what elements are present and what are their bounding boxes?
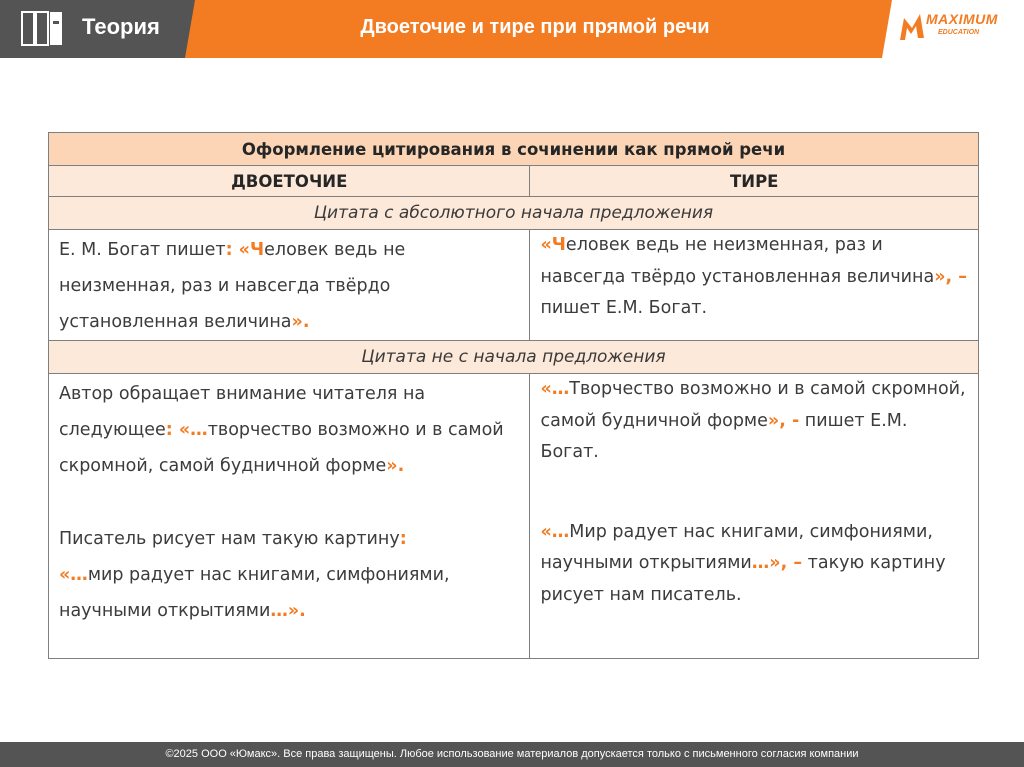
quote-text: творчество возможно и в самой скромной, самой будничной форме	[59, 420, 504, 476]
example-text: такую картину рисует нам писатель.	[540, 553, 946, 605]
slide-title: Двоеточие и тире при прямой речи	[360, 16, 710, 38]
maximum-logo	[898, 8, 1018, 50]
example-cell-colon-middle	[49, 374, 530, 659]
column-header-dash: ТИРЕ	[530, 166, 979, 197]
copyright-text: ©2025 ООО «Юмакс». Все права защищены. Любое использование материалов допускается только с письменного согласия компании	[165, 748, 859, 760]
header-bar	[0, 0, 1024, 60]
quote-text: Творчество возможно и в самой скромной, самой будничной форме	[540, 379, 966, 431]
punctuation-mark: ».	[291, 312, 310, 332]
section-label: Теория	[82, 14, 160, 39]
logo-subtext: EDUCATION	[938, 29, 980, 36]
punctuation-mark: :	[399, 529, 407, 549]
punctuation-mark: : «…	[165, 420, 208, 440]
example-text: пишет Е.М. Богат.	[540, 410, 908, 462]
punctuation-mark: …», –	[751, 553, 803, 573]
punctuation-mark: «…	[59, 565, 88, 585]
column-header-colon: ДВОЕТОЧИЕ	[49, 166, 530, 197]
example-text: Е. М. Богат пишет	[59, 240, 226, 260]
punctuation-mark: », –	[934, 266, 967, 287]
punctuation-mark: «…	[540, 379, 570, 399]
punctuation-mark: «Ч	[540, 235, 566, 255]
punctuation-mark: », -	[767, 410, 800, 431]
example-cell-colon-start	[49, 230, 530, 341]
punctuation-mark: …».	[270, 601, 306, 621]
example-text: пишет Е.М. Богат.	[540, 298, 708, 318]
footer-bar	[0, 742, 1024, 767]
example-cell-dash-middle	[530, 374, 979, 659]
example-text: Писатель рисует нам такую картину	[59, 529, 400, 549]
logo-text: MAXIMUM	[926, 11, 998, 27]
section-heading-start: Цитата с абсолютного начала предложения	[49, 197, 979, 230]
punctuation-mark: : «Ч	[225, 240, 265, 260]
book-icon	[20, 9, 64, 49]
example-paragraph	[59, 376, 519, 484]
quotation-table	[48, 132, 979, 659]
quote-text: еловек ведь не неизменная, раз и навсегда твёрдо установленная величина	[540, 235, 935, 287]
section-heading-middle: Цитата не с начала предложения	[49, 341, 979, 374]
example-paragraph	[59, 521, 519, 629]
punctuation-mark: «…	[540, 521, 570, 542]
example-paragraph	[540, 374, 968, 469]
example-cell-dash-start	[530, 230, 979, 341]
logo-mark-icon	[898, 12, 926, 42]
example-paragraph	[540, 517, 968, 612]
quote-text: еловек ведь не неизменная, раз и навсегда твёрдо установленная величина	[59, 240, 406, 332]
table-title: Оформление цитирования в сочинении как прямой речи	[49, 133, 979, 166]
example-text: Автор обращает внимание читателя на следующее	[59, 384, 426, 440]
punctuation-mark: ».	[386, 456, 405, 476]
quote-text: Мир радует нас книгами, симфониями, научными открытиями	[540, 521, 933, 573]
quote-text: мир радует нас книгами, симфониями, научными открытиями	[59, 565, 450, 621]
